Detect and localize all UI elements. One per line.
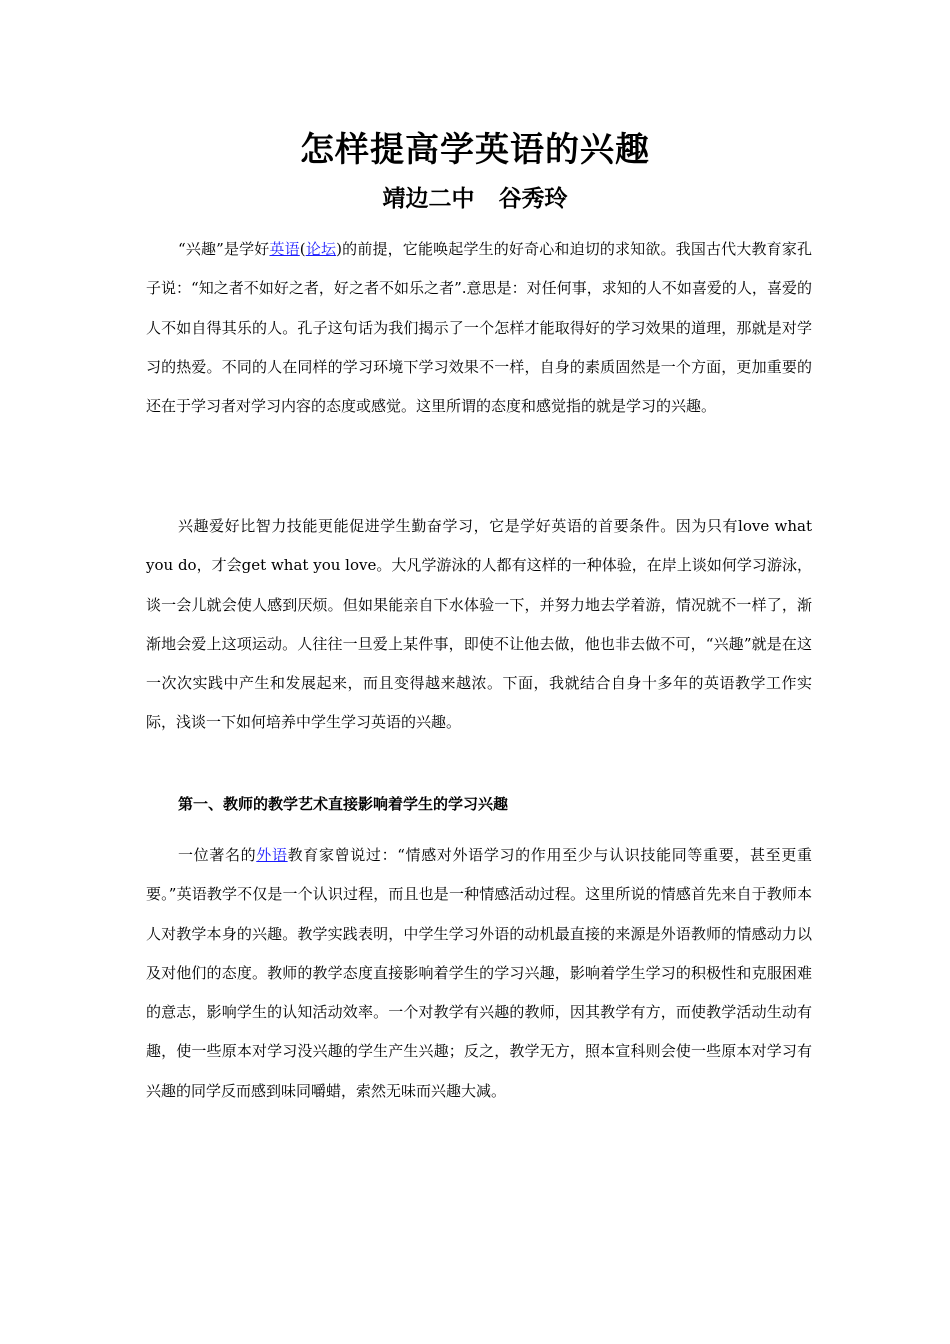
paragraph-1-text-b: )的前提，它能唤起学生的好奇心和迫切的求知欲。我国古代大教育家孔子说：“知之者不如好之者，好之者不如乐之者”.意思是：对任何事，求知的人不如喜爱的人，喜爱的人不如自得其乐的人。孔子这句话为我们揭示了一个怎样才能取得好的学习效果的道理，那就是对学习的热爱。不同的人在同样的学习环境下学习效果不一样，自身的素质固然是一个方面，更加重要的还在于学习者对学习内容的态度或感觉。这里所谓的态度和感觉指的就是学习的兴趣。 <box>146 240 812 416</box>
paragraph-3-text-a: 一位著名的 <box>178 846 257 864</box>
paragraph-1 <box>146 230 812 426</box>
paragraph-2: 兴趣爱好比智力技能更能促进学生勤奋学习，它是学好英语的首要条件。因为只有love what you do，才会get what you love。大凡学游泳的人都有这样的一种体验，在岸上谈如何学习游泳，谈一会儿就会使人感到厌烦。但如果能亲自下水体验一下，并努力地去学着游，情况就不一样了，渐渐地会爱上这项运动。人往往一旦爱上某件事，即使不让他去做，他也非去做不可，“兴趣”就是在这一次次实践中产生和发展起来，而且变得越来越浓。下面，我就结合自身十多年的英语教学工作实际，浅谈一下如何培养中学生学习英语的兴趣。 <box>146 517 812 732</box>
link-forum[interactable]: 论坛 <box>305 240 337 258</box>
paragraph-1-text-a: “兴趣”是学好 <box>178 240 270 258</box>
link-foreign-language[interactable]: 外语 <box>256 846 288 864</box>
paragraph-1-paren: ( <box>299 240 306 258</box>
link-english[interactable]: 英语 <box>269 240 300 258</box>
author-school: 靖边二中 <box>382 185 475 212</box>
author-name: 谷秀玲 <box>498 185 568 212</box>
paragraph-3-text-b: 教育家曾说过：“情感对外语学习的作用至少与认识技能同等重要，甚至更重要。”英语教学不仅是一个认识过程，而且也是一种情感活动过程。这里所说的情感首先来自于教师本人对教学本身的兴趣。教学实践表明，中学生学习外语的动机最直接的来源是外语教师的情感动力以及对他们的态度。教师的教学态度直接影响着学生的学习兴趣，影响着学生学习的积极性和克服困难的意志，影响学生的认知活动效率。一个对教学有兴趣的教师，因其教学有方，而使教学活动生动有趣，使一些原本对学习没兴趣的学生产生兴趣；反之，教学无方，照本宣科则会使一些原本对学习有兴趣的同学反而感到味同嚼蜡，索然无味而兴趣大减。 <box>146 846 812 1100</box>
section-heading-1: 第一、教师的教学艺术直接影响着学生的学习兴趣 <box>178 795 509 813</box>
paragraph-3 <box>146 836 812 1111</box>
author-line <box>0 180 950 218</box>
document-title: 怎样提高学英语的兴趣 <box>300 130 650 170</box>
